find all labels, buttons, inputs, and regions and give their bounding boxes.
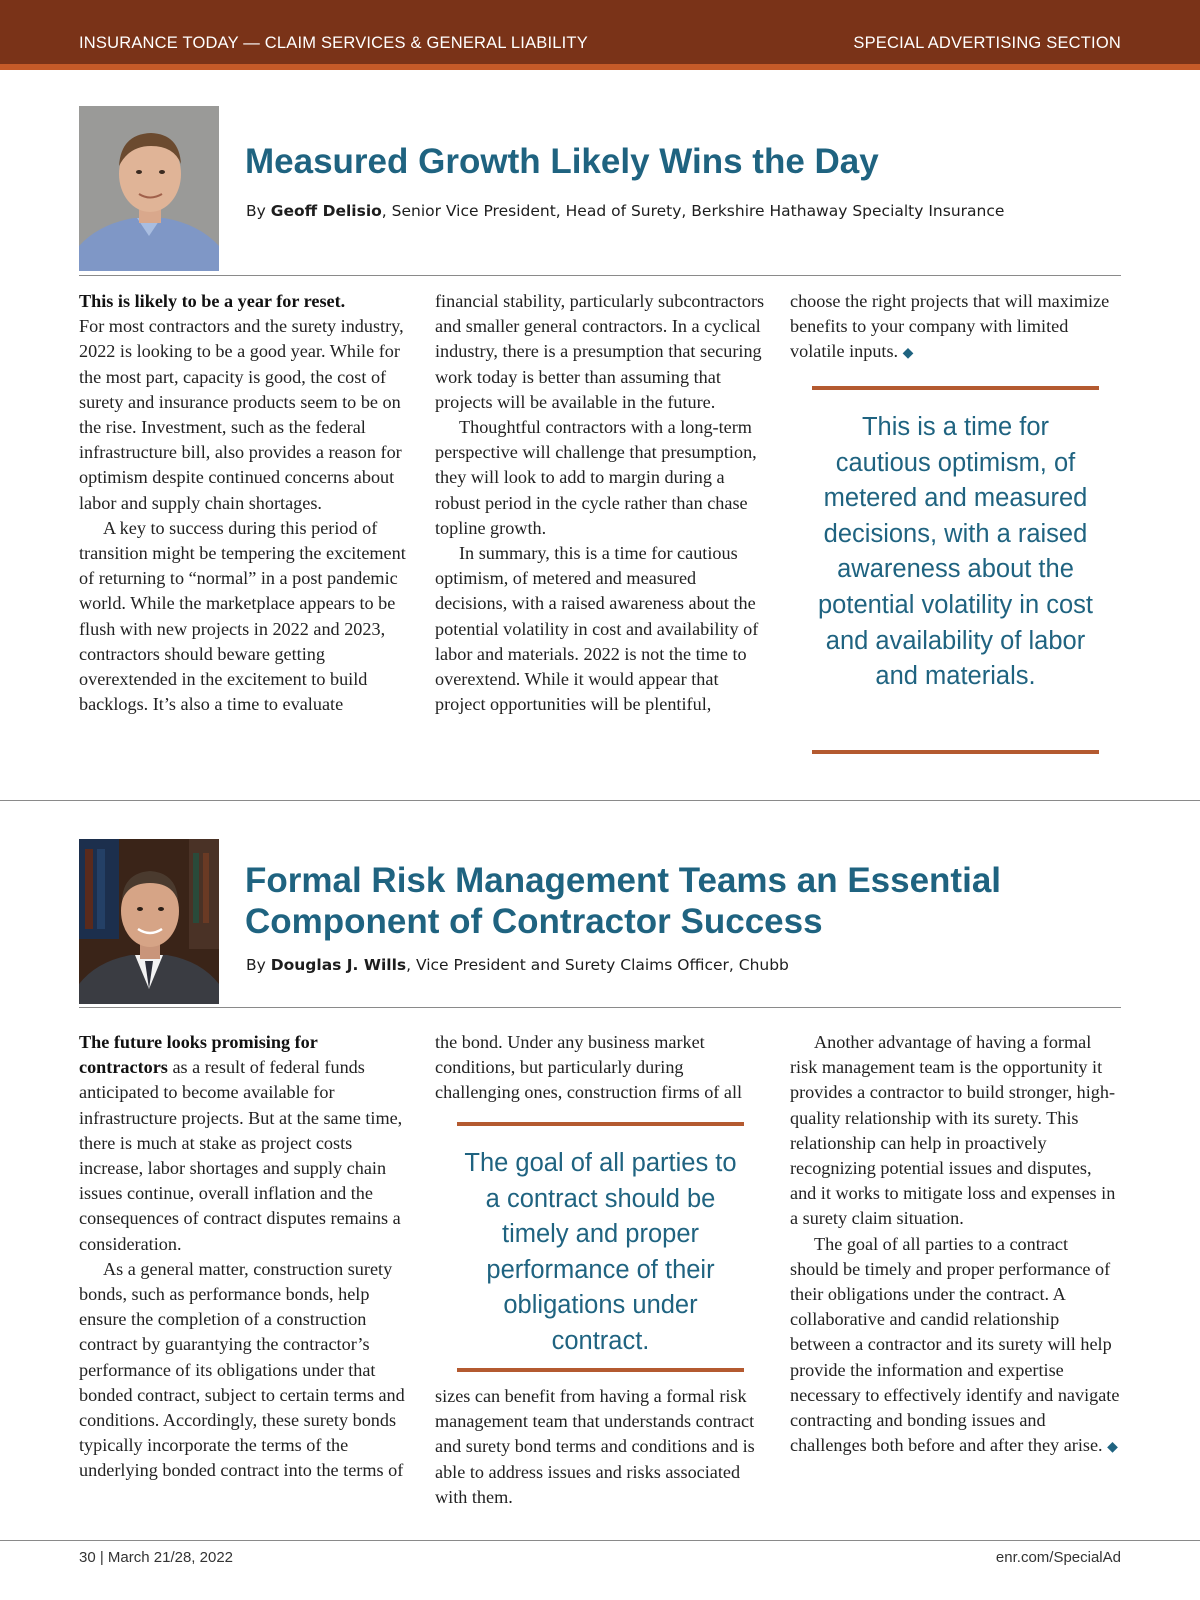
author-name: Geoff Delisio: [270, 202, 382, 220]
article-1-byline: [246, 202, 1004, 220]
article-1-paragraph: A key to success during this period of transition might be tempering the excitement of returning to “normal” in a post pandemic world. While the marketplace appears to be flush with new projects in 2022 and 2023, contractors should beware getting overextended in the excitement to build backlogs. It’s also a time to evaluate: [79, 517, 406, 715]
author-photo-geoff-delisio: [79, 106, 219, 271]
article-2-divider: [79, 1007, 1121, 1008]
author-role: , Vice President and Surety Claims Officer, Chubb: [406, 956, 789, 974]
author-portrait-icon: [79, 839, 219, 1004]
header-section-label: INSURANCE TODAY — CLAIM SERVICES & GENERAL LIABILITY: [79, 34, 588, 52]
end-diamond-icon: ◆: [1107, 1440, 1118, 1456]
article-2-paragraph: as a result of federal funds anticipated to become available for infrastructure projects. But at the same time, there is much at stake as project costs increase, labor shortages and supply chain issues continue, overall inflation and the consequences of contract disputes remains a consideration.: [79, 1057, 403, 1254]
footer-page-info: 30 | March 21/28, 2022: [79, 1549, 233, 1566]
author-portrait-icon: [79, 106, 219, 271]
article-2-paragraph: Another advantage of having a formal risk management team is the opportunity it provides a contractor to build stronger, high-quality relationship with its surety. This relationship can help in proactively recognizing potential issues and disputes, and it works to mitigate loss and expenses in a surety claim situation.: [790, 1032, 1116, 1229]
article-2-lead: The future looks promising for contractors: [79, 1032, 318, 1078]
article-1-title: Measured Growth Likely Wins the Day: [245, 142, 879, 181]
article-2-byline: [246, 956, 789, 974]
article-1-pull-quote: This is a time for cautious optimism, of metered and measured decisions, with a raised awareness about the potential volatility in cost and availability of labor and materials.: [812, 386, 1099, 754]
article-1-column-2: [435, 289, 765, 717]
header-bar: [0, 0, 1200, 70]
article-2-title-line-2: Component of Contractor Success: [245, 902, 823, 941]
article-2-paragraph: the bond. Under any business market conditions, but particularly during challenging ones, construction firms of all: [435, 1032, 743, 1103]
author-role: , Senior Vice President, Head of Surety, Berkshire Hathaway Specialty Insurance: [381, 202, 1005, 220]
article-1-paragraph: Thoughtful contractors with a long-term perspective will challenge that presumption, they will look to add to margin during a robust period in the cycle rather than chase topline growth.: [435, 417, 757, 538]
article-2-paragraph: sizes can benefit from having a formal risk management team that understands contract and surety bond terms and conditions and is able to address issues and risks associated with them.: [435, 1386, 755, 1507]
byline-prefix: By: [246, 202, 266, 220]
article-1-lead: This is likely to be a year for reset.: [79, 291, 346, 311]
article-2-column-3: [790, 1030, 1121, 1460]
article-2-pull-quote: The goal of all parties to a contract should be timely and proper performance of their obligations under contract.: [457, 1122, 744, 1372]
article-2-column-2-top: [435, 1030, 765, 1106]
article-2-title-line-1: Formal Risk Management Teams an Essential: [245, 861, 1002, 900]
end-diamond-icon: ◆: [902, 346, 914, 362]
article-1-paragraph: For most contractors and the surety industry, 2022 is looking to be a good year. While for the most part, capacity is good, the cost of surety and insurance products seem to be on the rise. Investment, such as the federal infrastructure bill, also provides a reason for optimism despite continued concerns about labor and supply chain shortages.: [79, 316, 404, 513]
header-advertising-label: SPECIAL ADVERTISING SECTION: [853, 34, 1121, 52]
author-name: Douglas J. Wills: [270, 956, 407, 974]
article-2-paragraph: As a general matter, construction surety bonds, such as performance bonds, help ensure the completion of a construction contract by guarantying the contractor’s performance of its obligations under that bonded contract, subject to certain terms and conditions. Accordingly, these surety bonds typically incorporate the terms of the underlying bonded contract into the terms of: [79, 1258, 405, 1481]
article-2-column-1: [79, 1030, 409, 1484]
article-1-paragraph: choose the right projects that will maximize benefits to your company with limited volatile inputs.: [790, 291, 1110, 362]
article-2-column-2-bottom: [435, 1384, 765, 1510]
article-1-column-1: [79, 289, 409, 717]
article-2-paragraph: The goal of all parties to a contract should be timely and proper performance of their obligations under the contract. A collaborative and candid relationship between a contractor and its surety will help provide the information and expertise necessary to effectively identify and navigate contracting and bonding issues and challenges both before and after they arise.: [790, 1233, 1120, 1456]
section-divider: [0, 800, 1200, 801]
article-1-paragraph: In summary, this is a time for cautious optimism, of metered and measured decisions, with a raised awareness about the potential volatility in cost and availability of labor and materials. 2022 is not the time to overextend. While it would appear that project opportunities will be plentiful,: [435, 543, 759, 715]
author-photo-douglas-wills: [79, 839, 219, 1004]
byline-prefix: By: [246, 956, 266, 974]
article-1-column-3: [790, 289, 1121, 367]
article-2-title: [245, 860, 1001, 942]
footer-divider: [0, 1540, 1200, 1541]
footer-url: enr.com/SpecialAd: [995, 1549, 1121, 1566]
article-1-paragraph: financial stability, particularly subcontractors and smaller general contractors. In a cyclical industry, there is a presumption that securing work today is better than assuming that projects will be available in the future.: [435, 291, 765, 412]
article-1-divider: [79, 275, 1121, 276]
